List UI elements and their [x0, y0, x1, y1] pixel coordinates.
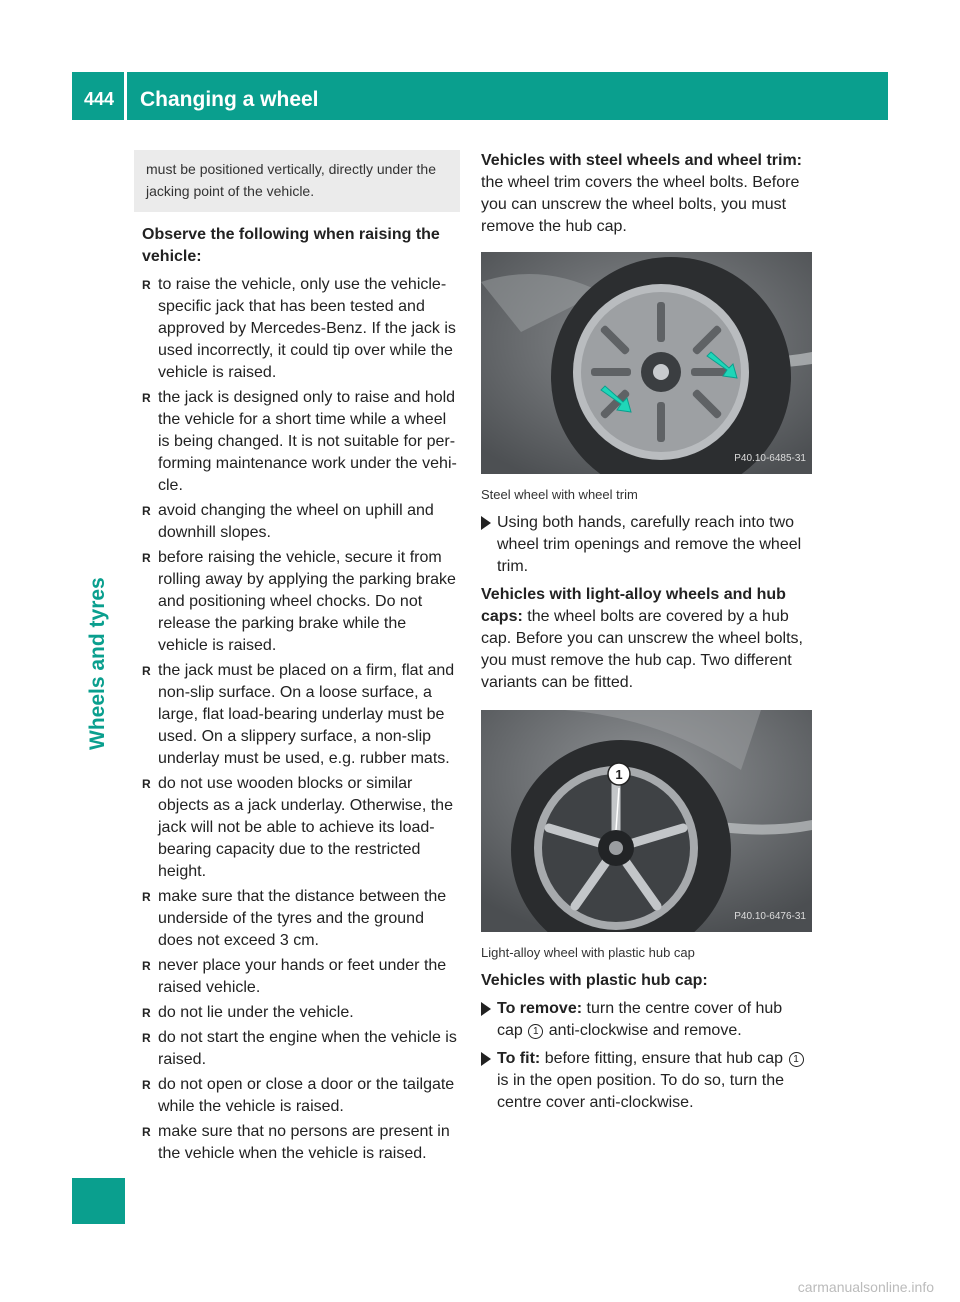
- step-arrow-icon: [481, 1052, 491, 1066]
- side-tab-block: [72, 1178, 125, 1224]
- list-item: R do not start the engine when the vehicle is raised.: [142, 1029, 457, 1068]
- figure-code: P40.10-6476-31: [734, 911, 806, 922]
- raising-bullets: [142, 274, 460, 1165]
- step-arrow-icon: [481, 1002, 491, 1016]
- list-item: R never place your hands or feet under the raised vehicle.: [142, 957, 447, 996]
- alloy-wheel-illustration: [481, 710, 812, 932]
- step-arrow-icon: [481, 516, 491, 530]
- note-box: must be positioned vertically, directly under the jacking point of the vehicle.: [134, 150, 460, 212]
- left-column: [142, 150, 460, 1168]
- figure-code: P40.10-6485-31: [734, 453, 806, 464]
- step-fit-hub-cap: To fit: before fitting, ensure that hub cap 1 is in the open position. To do so, turn the centre cover anti-clockwise.: [481, 1048, 812, 1114]
- alloy-wheel-caption: Light-alloy wheel with plastic hub cap: [481, 945, 695, 960]
- steel-wheel-illustration: [481, 252, 812, 474]
- step-remove-hub-cap: To remove: turn the centre cover of hub cap 1 anti-clockwise and remove.: [481, 998, 812, 1042]
- steel-text: the wheel trim covers the wheel bolts. Before you can unscrew the wheel bolts, you must remove the hub cap.: [481, 174, 800, 235]
- steel-paragraph: [481, 150, 812, 238]
- alloy-paragraph: [481, 584, 812, 694]
- list-item: R do not use wooden blocks or similar objects as a jack underlay. Otherwise, the jack will not be able to achieve its load-bearing capacity due to the restricted height.: [142, 775, 453, 880]
- raising-heading: Observe the following when raising the vehicle:: [142, 226, 440, 265]
- page-number: 444: [84, 89, 115, 109]
- alloy-text: the wheel bolts are covered by a hub cap. Before you can unscrew the wheel bolts, you must remove the hub cap. Two different variants can be fitted.: [481, 608, 803, 691]
- list-item: R make sure that no persons are present in the vehicle when the vehicle is raised.: [142, 1123, 450, 1162]
- callout-1-icon: 1: [789, 1052, 804, 1067]
- list-item: R make sure that the distance between the underside of the tyres and the ground does not exceed 3 cm.: [142, 888, 447, 949]
- list-item: R to raise the vehicle, only use the vehicle-specific jack that has been tested and approved by Mercedes-Benz. If the jack is used incorrectly, it could tip over while the vehicle is raised.: [142, 276, 456, 381]
- steel-wheel-figure: [481, 252, 812, 474]
- alloy-heading: Vehicles with light-alloy wheels and hub caps:: [481, 586, 786, 625]
- figure-callout-1: 1: [615, 767, 623, 782]
- callout-1-icon: 1: [528, 1024, 543, 1039]
- list-item: R avoid changing the wheel on uphill and downhill slopes.: [142, 502, 434, 541]
- right-column: [481, 150, 812, 1114]
- section-title: Changing a wheel: [140, 88, 319, 111]
- steel-wheel-caption: Steel wheel with wheel trim: [481, 487, 638, 502]
- list-item: R the jack is designed only to raise and hold the vehicle for a short time while a wheel is being changed. It is not suitable for per-forming maintenance work under the vehi-cle.: [142, 389, 457, 494]
- side-tab-label: Wheels and tyres: [86, 577, 109, 750]
- list-item: R before raising the vehicle, secure it from rolling away by applying the parking brake and positioning wheel chocks. Do not release the parking brake while the vehicle is raised.: [142, 549, 456, 654]
- list-item: R the jack must be placed on a firm, flat and non-slip surface. On a loose surface, a large, flat load-bearing underlay must be used. On a slippery surface, a non-slip underlay must be used, e.g. rubber mats.: [142, 662, 455, 767]
- watermark: carmanualsonline.info: [797, 1279, 934, 1295]
- plastic-hub-heading: Vehicles with plastic hub cap:: [481, 972, 708, 989]
- step-remove-trim: Using both hands, carefully reach into two wheel trim openings and remove the wheel trim.: [481, 512, 812, 578]
- header-divider: [124, 72, 127, 120]
- alloy-wheel-figure: [481, 710, 812, 932]
- steel-heading: Vehicles with steel wheels and wheel trim:: [481, 152, 802, 169]
- list-item: R do not lie under the vehicle.: [142, 1004, 354, 1021]
- list-item: R do not open or close a door or the tailgate while the vehicle is raised.: [142, 1076, 455, 1115]
